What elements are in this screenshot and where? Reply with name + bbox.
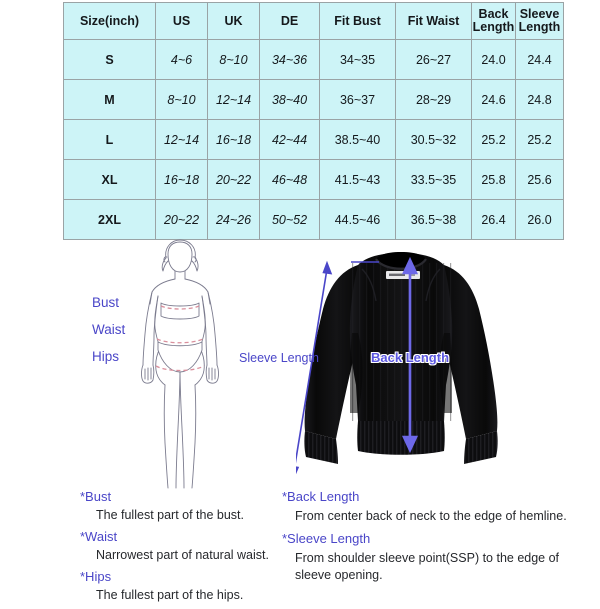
garment-label-back-length: Back Length <box>371 350 450 365</box>
waist-measure-line <box>157 339 203 343</box>
legend-desc-back-length: From center back of neck to the edge of hemline. <box>295 509 567 523</box>
cell-fit-bust: 41.5~43 <box>320 160 396 200</box>
cell-fit-bust: 34~35 <box>320 40 396 80</box>
legend-term-waist: *Waist <box>80 529 118 544</box>
cell-us: 12~14 <box>156 120 208 160</box>
legend-term-back-length: *Back Length <box>282 489 360 504</box>
cell-fit-waist: 33.5~35 <box>396 160 472 200</box>
cell-fit-waist: 30.5~32 <box>396 120 472 160</box>
table-row <box>64 160 564 200</box>
garment-label-sleeve-length: Sleeve Length <box>239 351 319 365</box>
cell-size: XL <box>64 160 156 200</box>
cell-fit-bust: 38.5~40 <box>320 120 396 160</box>
legend-term-bust: *Bust <box>80 489 112 504</box>
table-row <box>64 40 564 80</box>
cell-de: 50~52 <box>260 200 320 240</box>
cell-sleeve-length: 26.0 <box>516 200 564 240</box>
legend-desc-bust: The fullest part of the bust. <box>96 508 244 522</box>
cell-fit-waist: 28~29 <box>396 80 472 120</box>
table-header-row <box>64 3 564 40</box>
cell-uk: 16~18 <box>208 120 260 160</box>
cell-sleeve-length: 25.6 <box>516 160 564 200</box>
column-header-fit-waist: Fit Waist <box>396 3 472 40</box>
cell-back-length: 26.4 <box>472 200 516 240</box>
cell-uk: 12~14 <box>208 80 260 120</box>
cell-size: L <box>64 120 156 160</box>
table-row <box>64 80 564 120</box>
cell-uk: 8~10 <box>208 40 260 80</box>
cell-fit-waist: 36.5~38 <box>396 200 472 240</box>
cell-sleeve-length: 24.8 <box>516 80 564 120</box>
cell-back-length: 24.0 <box>472 40 516 80</box>
legend-desc-sleeve-length: From shoulder sleeve point(SSP) to the edge of sleeve opening. <box>295 551 560 582</box>
legend-desc-hips: The fullest part of the hips. <box>96 588 244 602</box>
legend-term-hips: *Hips <box>80 569 112 584</box>
column-header-fit-bust: Fit Bust <box>320 3 396 40</box>
cell-fit-waist: 26~27 <box>396 40 472 80</box>
cell-fit-bust: 36~37 <box>320 80 396 120</box>
legend-body-measurements <box>80 489 290 609</box>
cell-size: M <box>64 80 156 120</box>
column-header-de: DE <box>260 3 320 40</box>
cell-de: 42~44 <box>260 120 320 160</box>
cell-size: 2XL <box>64 200 156 240</box>
cell-back-length: 24.6 <box>472 80 516 120</box>
table-row <box>64 120 564 160</box>
column-header-size: Size(inch) <box>64 3 156 40</box>
sweater-hem-ribbing <box>357 421 445 455</box>
size-chart-table <box>63 2 564 240</box>
column-header-us: US <box>156 3 208 40</box>
cell-de: 38~40 <box>260 80 320 120</box>
column-header-uk: UK <box>208 3 260 40</box>
cell-back-length: 25.8 <box>472 160 516 200</box>
cell-size: S <box>64 40 156 80</box>
female-body-figure-illustration <box>120 238 240 490</box>
legend-desc-waist: Narrowest part of natural waist. <box>96 548 269 562</box>
cell-de: 34~36 <box>260 40 320 80</box>
legend-term-sleeve-length: *Sleeve Length <box>282 531 371 546</box>
table-row <box>64 200 564 240</box>
cell-sleeve-length: 25.2 <box>516 120 564 160</box>
body-label-bust: Bust <box>92 295 120 310</box>
cell-us: 16~18 <box>156 160 208 200</box>
body-label-waist: Waist <box>92 322 126 337</box>
size-chart-table-container <box>63 2 561 240</box>
body-label-hips: Hips <box>92 349 120 364</box>
cell-sleeve-length: 24.4 <box>516 40 564 80</box>
column-header-sleeve-length: Sleeve Length <box>516 3 564 40</box>
cell-us: 4~6 <box>156 40 208 80</box>
cell-uk: 20~22 <box>208 160 260 200</box>
cell-de: 46~48 <box>260 160 320 200</box>
cell-us: 8~10 <box>156 80 208 120</box>
cell-uk: 24~26 <box>208 200 260 240</box>
black-sweater-product-photo <box>296 243 506 488</box>
legend-garment-measurements <box>282 489 592 590</box>
column-header-back-length: Back Length <box>472 3 516 40</box>
cell-us: 20~22 <box>156 200 208 240</box>
cell-back-length: 25.2 <box>472 120 516 160</box>
cell-fit-bust: 44.5~46 <box>320 200 396 240</box>
